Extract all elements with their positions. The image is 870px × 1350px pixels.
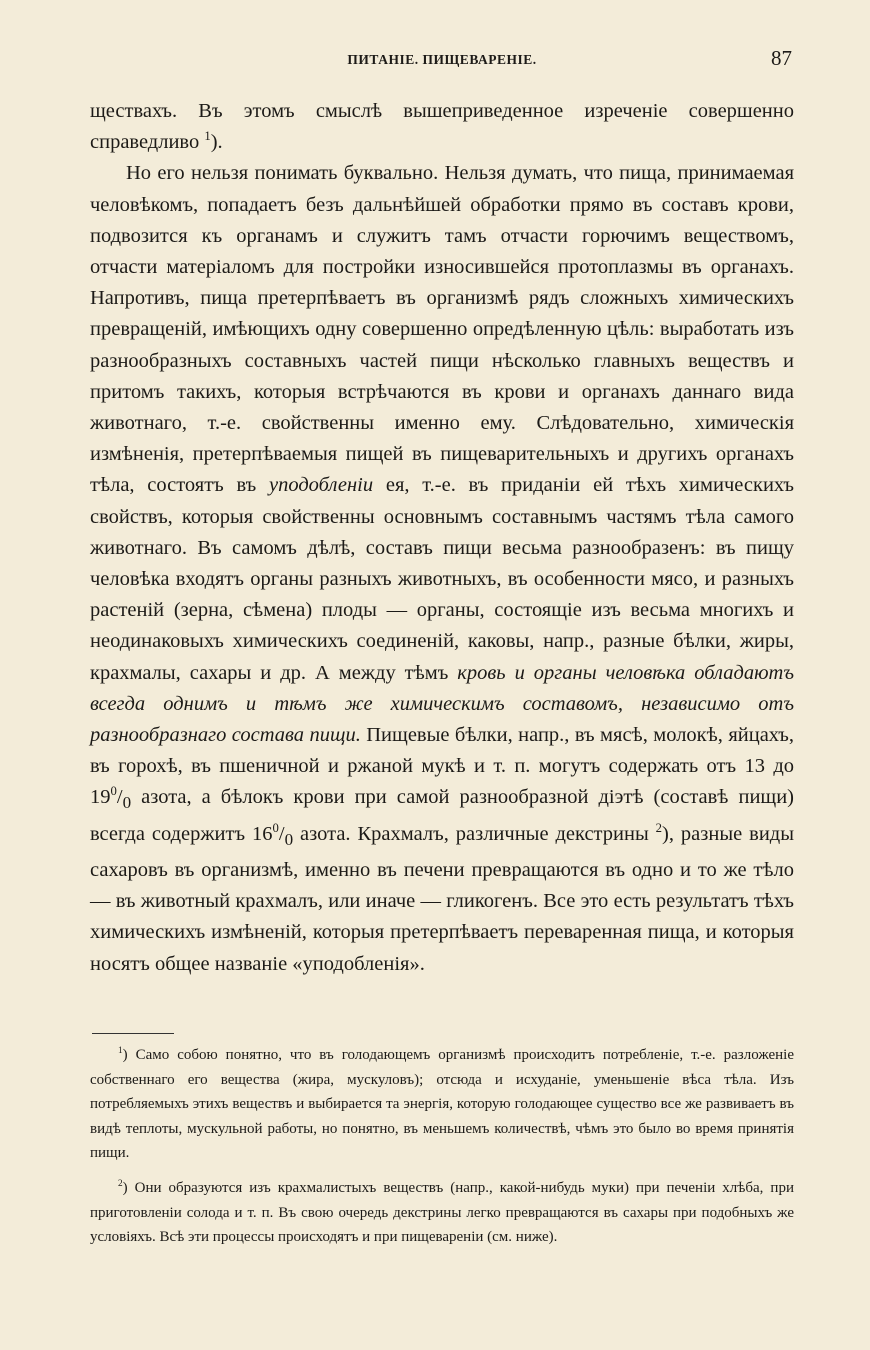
footnotes	[90, 1043, 794, 1260]
body-text	[90, 96, 794, 980]
superscript: 0	[272, 820, 279, 835]
text-run: ).	[210, 131, 223, 154]
text-run: ) Они образуются изъ крахмалистыхъ веществъ (напр., какой-нибудь муки) при печеніи хлѣба, при приготовленіи солода и т. п. Въ свою очередь декстрины легко превращаются въ сахары при подобныхъ же условіяхъ. Всѣ эти процессы происходятъ и при пищевареніи (см. ниже).	[90, 1179, 794, 1246]
text-run: ществахъ. Въ этомъ смыслѣ вышеприведенное изреченіе совершенно справедливо	[90, 100, 794, 154]
superscript: 0	[110, 784, 117, 799]
text-run: /	[278, 822, 285, 845]
text-run: азота, а бѣлокъ крови при самой разнообразной діэтѣ (составѣ пищи) всегда содержитъ 16	[90, 786, 794, 845]
superscript: 1	[118, 1046, 123, 1056]
paragraph	[90, 96, 794, 158]
page-number: 87	[771, 46, 792, 70]
footnote	[90, 1176, 794, 1250]
text-run: ), разные виды сахаровъ въ организмѣ, именно въ печени превращаются въ одно и то же тѣло — въ животный крахмалъ, или иначе — гликогенъ. Все это есть результатъ тѣхъ химическихъ измѣненій, которыя претерпѣваетъ переваренная пища, и которыя носятъ общее названіе «уподобленія».	[90, 822, 794, 975]
paragraph	[90, 158, 794, 979]
text-run: ея, т.-е. въ приданіи ей тѣхъ химическихъ свойствъ, которыя свойственны основнымъ составнымъ частямъ тѣла самого животнаго. Въ самомъ дѣлѣ, составъ пищи весьма разнообразенъ: въ пищу человѣка входятъ органы разныхъ животныхъ, въ особенности мясо, и разныхъ растеній (зерна, сѣмена) плоды — органы, состоящіе изъ весьма многихъ и неодинаковыхъ химическихъ соединеній, каковы, напр., разные бѣлки, жиры, крахмалы, сахары и др. А между тѣмъ	[90, 474, 794, 684]
superscript: 2	[655, 820, 663, 835]
text-run: Но его нельзя понимать буквально. Нельзя думать, что пища, принимаемая человѣкомъ, попадаетъ безъ дальнѣйшей обработки прямо въ составъ крови, подвозится къ органамъ и служитъ тамъ отчасти горючимъ веществомъ, отчасти матеріаломъ для постройки износившейся протоплазмы въ органахъ. Напротивъ, пища претерпѣваетъ въ организмѣ рядъ сложныхъ химическихъ превращеній, имѣющихъ одну совершенно опредѣленную цѣль: выработать изъ разнообразныхъ составныхъ частей пищи нѣсколько главныхъ веществъ и притомъ такихъ, которыя встрѣчаются въ крови и органахъ даннаго вида животнаго, т.-е. свойственны именно ему. Слѣдовательно, химическія измѣненія, претерпѣваемыя пищей въ пищеварительныхъ и другихъ органахъ тѣла, состоятъ въ	[90, 162, 794, 497]
footnote-divider	[92, 1033, 174, 1034]
footnote	[90, 1043, 794, 1166]
superscript: 1	[204, 129, 211, 144]
text-run: Пищевые бѣлки, напр., въ мясѣ, молокѣ, яйцахъ, въ горохѣ, въ пшеничной и ржаной мукѣ и т. п. могутъ содержать отъ 13 до 19	[90, 724, 794, 809]
subscript: 0	[284, 829, 294, 849]
subscript: 0	[122, 793, 132, 813]
superscript: 2	[118, 1178, 123, 1189]
italic-run: кровь и органы человѣка обладаютъ всегда однимъ и тѣмъ же химическимъ составомъ, независимо отъ разнообразнаго состава пищи.	[90, 661, 794, 747]
text-run: ) Само собою понятно, что въ голодающемъ организмѣ происходитъ потребленіе, т.-е. разложеніе собственнаго его вещества (жира, мускуловъ); отсюда и исхуданіе, уменьшеніе вѣса тѣла. Изъ потребляемыхъ этихъ веществъ и выбирается та энергія, которую голодающее существо все же развиваетъ въ видѣ теплоты, мускульной работы, но понятно, въ меньшемъ количествѣ, чѣмъ это было во время принятія пищи.	[90, 1047, 794, 1162]
running-head: ПИТАНІЕ. ПИЩЕВАРЕНІЕ.	[347, 52, 537, 67]
page-header	[90, 46, 794, 74]
text-run: азота. Крахмалъ, различные декстрины	[293, 822, 656, 845]
italic-run: уподобленіи	[268, 474, 374, 497]
text-run: /	[116, 786, 123, 809]
